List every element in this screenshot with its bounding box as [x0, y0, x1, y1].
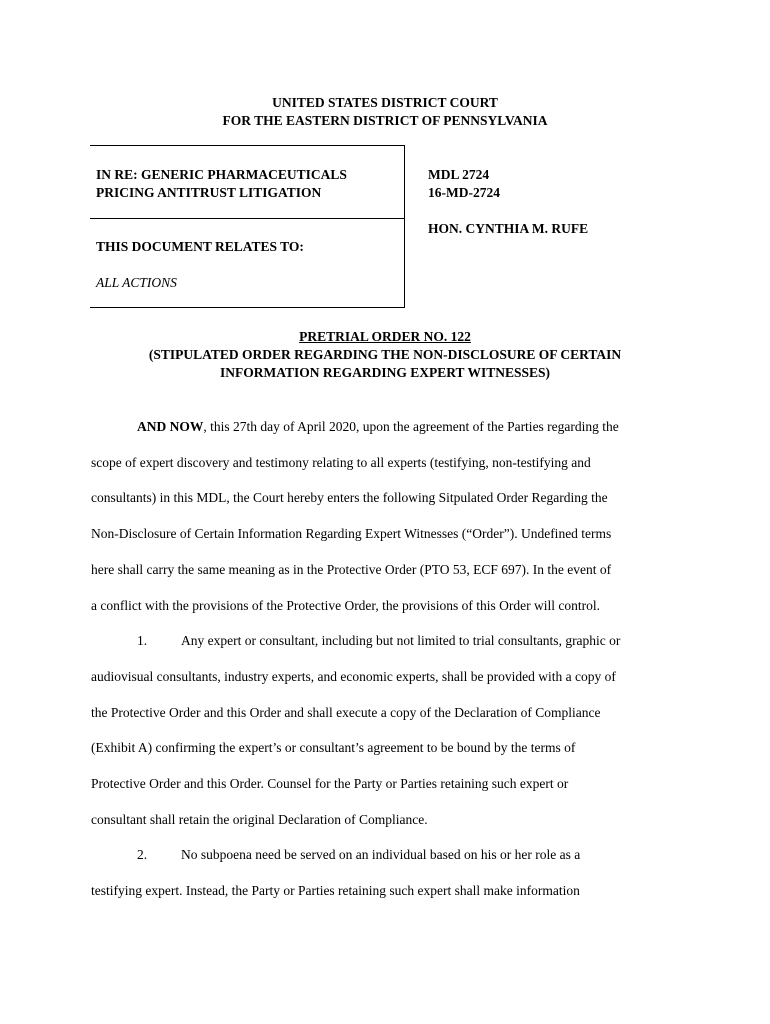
paragraph-1-number: 1. [137, 633, 148, 648]
paragraph-2-number: 2. [137, 847, 148, 862]
body-line-5: here shall carry the same meaning as in the Protective Order (PTO 53, ECF 697). In the event of [91, 562, 612, 577]
order-subtitle-line2: INFORMATION REGARDING EXPERT WITNESSES) [220, 365, 550, 380]
case-name-line2: PRICING ANTITRUST LITIGATION [96, 185, 322, 200]
mdl-number: MDL 2724 [428, 167, 490, 182]
caption-bottom-rule [90, 307, 404, 308]
order-title-text: PRETRIAL ORDER NO. 122 [299, 329, 471, 344]
docket-number: 16-MD-2724 [428, 185, 500, 200]
paragraph-1-line-2: audiovisual consultants, industry experts, and economic experts, shall be provided with a copy of [91, 669, 616, 684]
relates-to-label: THIS DOCUMENT RELATES TO: [96, 239, 304, 254]
body-line-1 [137, 418, 619, 436]
caption-middle-rule [90, 218, 404, 219]
body-line-3: consultants) in this MDL, the Court hereby enters the following Sitpulated Order Regarding the [91, 490, 608, 505]
paragraph-1-line-4: (Exhibit A) confirming the expert’s or consultant’s agreement to be bound by the terms of [91, 740, 576, 755]
all-actions-label: ALL ACTIONS [96, 275, 177, 290]
caption-top-rule [90, 145, 404, 146]
court-name: UNITED STATES DISTRICT COURT [272, 95, 498, 110]
paragraph-1-line-5: Protective Order and this Order. Counsel for the Party or Parties retaining such expert or [91, 776, 569, 791]
paragraph-1-line-6: consultant shall retain the original Declaration of Compliance. [91, 812, 428, 827]
body-line-2: scope of expert discovery and testimony relating to all experts (testifying, non-testifying and [91, 455, 591, 470]
body-line-4: Non-Disclosure of Certain Information Regarding Expert Witnesses (“Order”). Undefined terms [91, 526, 612, 541]
case-name-line1: IN RE: GENERIC PHARMACEUTICALS [96, 167, 347, 182]
judge-name: HON. CYNTHIA M. RUFE [428, 221, 589, 236]
body-line-6: a conflict with the provisions of the Protective Order, the provisions of this Order will control. [91, 598, 600, 613]
order-subtitle-line1: (STIPULATED ORDER REGARDING THE NON-DISCLOSURE OF CERTAIN [148, 347, 622, 362]
paragraph-2-line-2: testifying expert. Instead, the Party or Parties retaining such expert shall make information [91, 883, 580, 898]
paragraph-1-line-1: Any expert or consultant, including but not limited to trial consultants, graphic or [181, 633, 621, 648]
intro-lead: AND NOW [137, 419, 204, 434]
paragraph-2-line-1: No subpoena need be served on an individual based on his or her role as a [181, 847, 581, 862]
court-district: FOR THE EASTERN DISTRICT OF PENNSYLVANIA [222, 113, 548, 128]
paragraph-1-line-3: the Protective Order and this Order and shall execute a copy of the Declaration of Compliance [91, 705, 601, 720]
caption-vertical-rule [404, 145, 405, 308]
intro-rest: , this 27th day of April 2020, upon the agreement of the Parties regarding the [203, 419, 619, 434]
order-title [0, 328, 770, 346]
